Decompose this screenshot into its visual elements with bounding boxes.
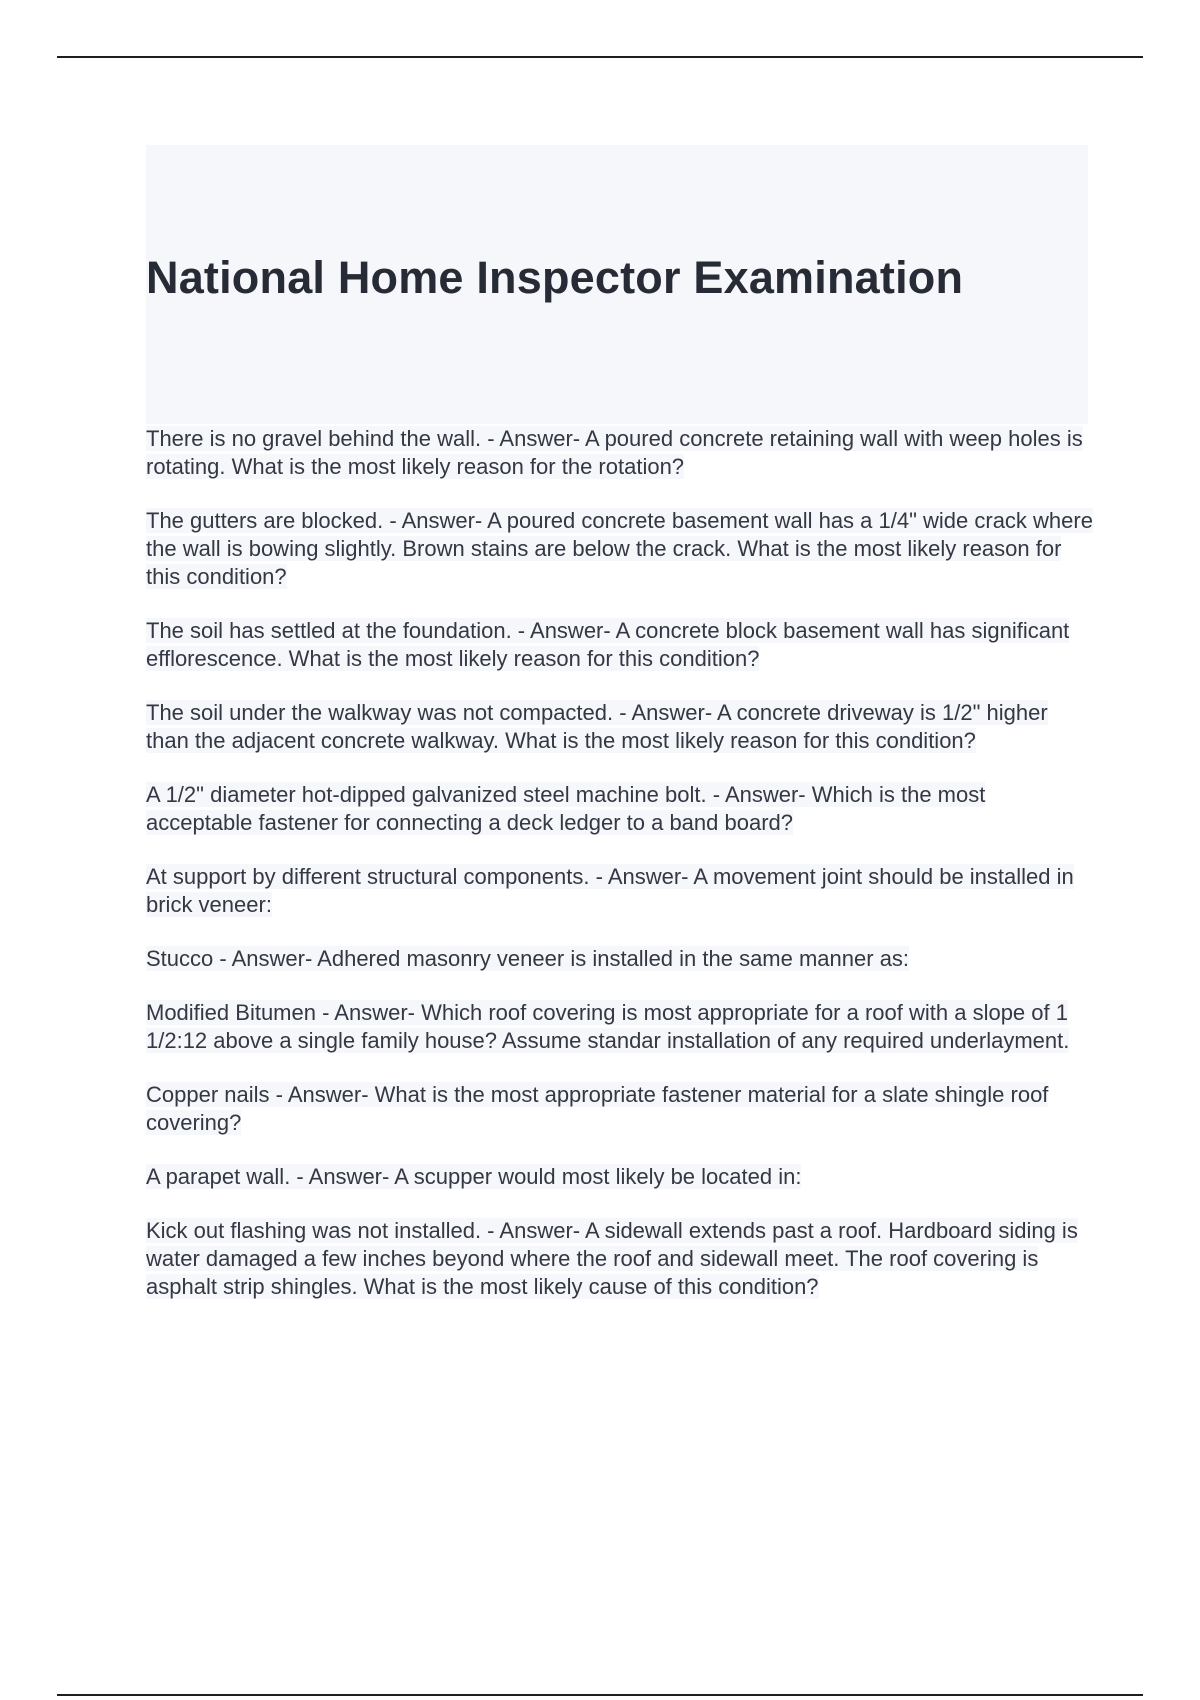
- qa-item: [146, 507, 1096, 591]
- qa-item: [146, 1081, 1096, 1137]
- qa-item: [146, 863, 1096, 919]
- qa-text: Stucco - Answer- Adhered masonry veneer is installed in the same manner as:: [146, 946, 910, 971]
- qa-item: [146, 1163, 1096, 1191]
- qa-item: [146, 699, 1096, 755]
- qa-item: [146, 945, 1096, 973]
- qa-text: A 1/2" diameter hot-dipped galvanized steel machine bolt. - Answer- Which is the most acceptable fastener for connecting a deck ledger to a band board?: [146, 782, 986, 835]
- title-block: [146, 145, 1088, 424]
- qa-text: The soil has settled at the foundation. - Answer- A concrete block basement wall has significant efflorescence. What is the most likely reason for this condition?: [146, 618, 1070, 671]
- top-divider: [57, 56, 1143, 58]
- qa-text: Copper nails - Answer- What is the most appropriate fastener material for a slate shingle roof covering?: [146, 1082, 1049, 1135]
- qa-item: [146, 781, 1096, 837]
- qa-item: [146, 425, 1096, 481]
- qa-text: Modified Bitumen - Answer- Which roof covering is most appropriate for a roof with a slope of 1 1/2:12 above a single family house? Assume standar installation of any required underlayment.: [146, 1000, 1070, 1053]
- qa-list: [146, 425, 1096, 1327]
- document-title: National Home Inspector Examination: [146, 252, 964, 303]
- qa-text: The gutters are blocked. - Answer- A poured concrete basement wall has a 1/4" wide crack where the wall is bowing slightly. Brown stains are below the crack. What is the most likely reason for this condition?: [146, 508, 1093, 589]
- qa-item: [146, 617, 1096, 673]
- qa-text: There is no gravel behind the wall. - Answer- A poured concrete retaining wall with weep holes is rotating. What is the most likely reason for the rotation?: [146, 426, 1083, 479]
- qa-text: At support by different structural components. - Answer- A movement joint should be installed in brick veneer:: [146, 864, 1074, 917]
- qa-item: [146, 999, 1096, 1055]
- qa-text: Kick out flashing was not installed. - Answer- A sidewall extends past a roof. Hardboard siding is water damaged a few inches beyond where the roof and sidewall meet. The roof covering is asphalt strip shingles. What is the most likely cause of this condition?: [146, 1218, 1078, 1299]
- qa-text: The soil under the walkway was not compacted. - Answer- A concrete driveway is 1/2" higher than the adjacent concrete walkway. What is the most likely reason for this condition?: [146, 700, 1048, 753]
- qa-item: [146, 1217, 1096, 1301]
- qa-text: A parapet wall. - Answer- A scupper would most likely be located in:: [146, 1164, 802, 1189]
- bottom-divider: [57, 1694, 1143, 1696]
